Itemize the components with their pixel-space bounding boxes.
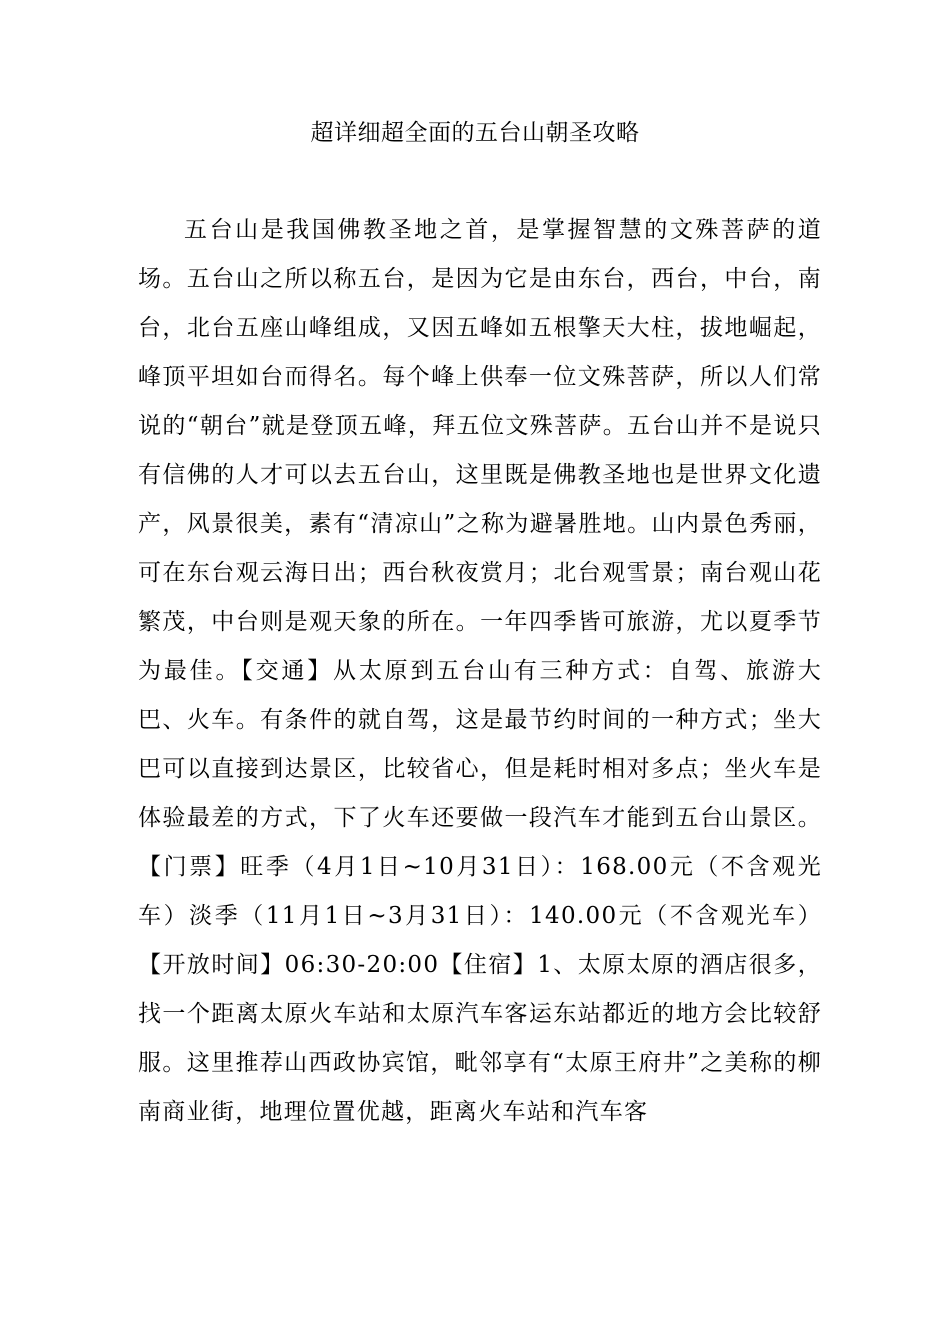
document-title: 超详细超全面的五台山朝圣攻略 bbox=[310, 120, 640, 146]
body-paragraph: 五台山是我国佛教圣地之首，是掌握智慧的文殊菩萨的道场。五台山之所以称五台，是因为它是由东台，西台，中台，南台，北台五座山峰组成，又因五峰如五根擎天大柱，拔地崛起，峰顶平坦如台而得名。每个峰上供奉一位文殊菩萨，所以人们常说的“朝台”就是登顶五峰，拜五位文殊菩萨。五台山并不是说只有信佛的人才可以去五台山，这里既是佛教圣地也是世界文化遗产，风景很美，素有“清凉山”之称为避暑胜地。山内景色秀丽，可在东台观云海日出；西台秋夜赏月；北台观雪景；南台观山花繁茂，中台则是观天象的所在。一年四季皆可旅游，尤以夏季节为最佳。【交通】从太原到五台山有三种方式：自驾、旅游大巴、火车。有条件的就自驾，这是最节约时间的一种方式；坐大巴可以直接到达景区，比较省心，但是耗时相对多点；坐火车是体验最差的方式，下了火车还要做一段汽车才能到五台山景区。【门票】旺季（4月1日~10月31日）：168.00元（不含观光车）淡季（11月1日~3月31日）：140.00元（不含观光车）【开放时间】06:30-20:00【住宿】1、太原太原的酒店很多，找一个距离太原火车站和太原汽车客运东站都近的地方会比较舒服。这里推荐山西政协宾馆，毗邻享有“太原王府井”之美称的柳南商业街，地理位置优越，距离火车站和汽车客 bbox=[138, 217, 822, 1125]
